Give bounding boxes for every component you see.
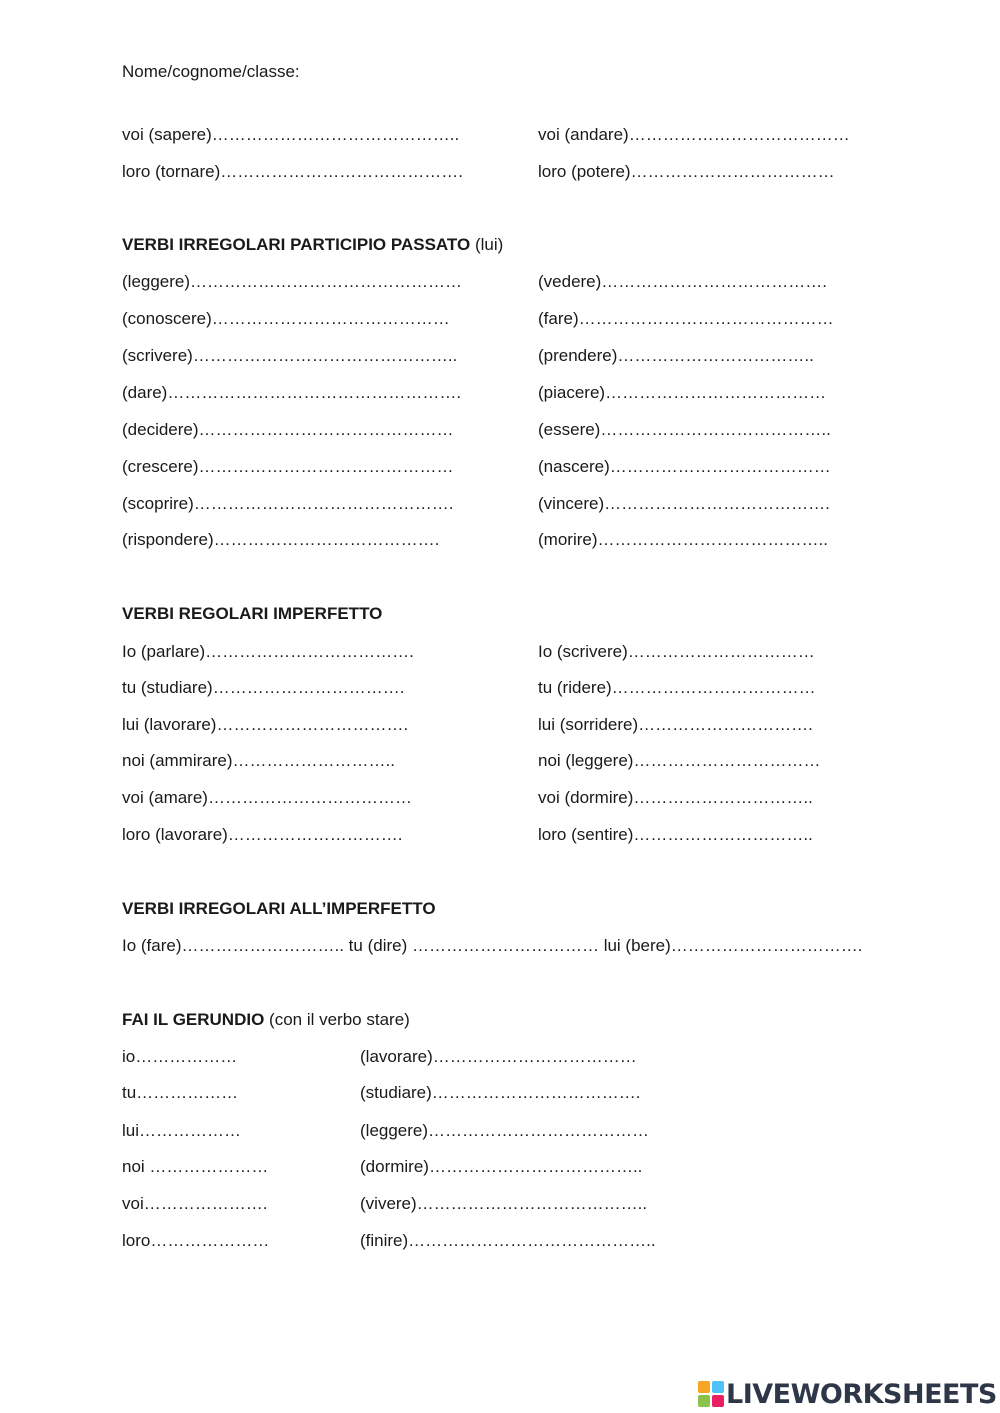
exercise-item: (decidere)……………………………………… [122,420,454,439]
exercise-item: lui (sorridere)…………………………. [538,715,813,734]
logo-square-icon [712,1395,724,1407]
exercise-item: (dormire)……………………………….. [360,1157,643,1176]
exercise-item: (dare)……………………………………………. [122,383,462,402]
logo-square-icon [712,1381,724,1393]
section-heading-imperfetto-irregolari [122,899,436,919]
logo-square-icon [698,1381,710,1393]
exercise-item: (vivere)………………………………….. [360,1194,648,1213]
exercise-item: tu (ridere)……………………………… [538,678,816,697]
exercise-item: voi (amare)……………………………… [122,788,412,807]
exercise-item: io……………… [122,1047,238,1066]
exercise-item: voi (dormire)………………………….. [538,788,813,807]
exercise-item: (vincere)…………………………………. [538,494,830,513]
logo-square-icon [698,1395,710,1407]
liveworksheets-logo [698,1378,997,1410]
exercise-item: (scrivere)……………………………………….. [122,346,458,365]
exercise-item: (morire)………………………………….. [538,530,828,549]
exercise-item: (vedere)…………………………………. [538,272,828,291]
heading-bold: VERBI IRREGOLARI PARTICIPIO PASSATO [122,235,471,254]
exercise-item: loro (sentire)………………………….. [538,825,813,844]
exercise-item: (rispondere)…………………………………. [122,530,440,549]
exercise-item: voi (andare)………………………………… [538,125,850,144]
section-heading-imperfetto-regolari [122,604,382,624]
exercise-item: (essere)………………………………….. [538,420,831,439]
heading-suffix: (lui) [470,235,504,254]
exercise-item: lui (lavorare)……………………………. [122,715,409,734]
exercise-item: (piacere)………………………………… [538,383,827,402]
exercise-item: voi…………………. [122,1194,268,1213]
exercise-item: (fare)……………………………………… [538,309,834,328]
exercise-item: (leggere)………………………………………… [122,272,463,291]
exercise-item: (scoprire)………………………………………. [122,494,454,513]
exercise-item: tu……………… [122,1083,239,1102]
exercise-item: (finire)…………………………………….. [360,1231,656,1250]
exercise-item: loro (tornare)……………………………………. [122,162,463,181]
heading-bold: VERBI IRREGOLARI ALL’IMPERFETTO [122,899,436,918]
heading-bold: FAI IL GERUNDIO [122,1010,265,1029]
logo-text: LIVEWORKSHEETS [726,1378,997,1410]
section-heading-participio [122,235,503,255]
exercise-item: (studiare)………………………………. [360,1083,641,1102]
exercise-item: loro………………… [122,1231,270,1250]
exercise-item: voi (sapere)…………………………………….. [122,125,460,144]
exercise-item: noi (ammirare)……………………….. [122,751,395,770]
exercise-item: Io (parlare)………………………………. [122,642,414,661]
exercise-item: (nascere)………………………………… [538,457,831,476]
exercise-line: Io (fare)……………………….. tu (dire) …………………………… lui (bere)……………………………. [122,936,863,955]
exercise-item: noi (leggere)…………………………… [538,751,821,770]
heading-suffix: (con il verbo stare) [264,1010,410,1029]
exercise-item: (crescere)……………………………………… [122,457,454,476]
exercise-item: loro (lavorare)…………………………. [122,825,403,844]
exercise-item: Io (scrivere)…………………………… [538,642,815,661]
heading-bold: VERBI REGOLARI IMPERFETTO [122,604,383,623]
exercise-item: (conoscere)…………………………………… [122,309,450,328]
exercise-item: (leggere)………………………………… [360,1121,650,1140]
exercise-item: tu (studiare)……………………………. [122,678,405,697]
name-field-label: Nome/cognome/classe: [122,62,300,81]
exercise-item: noi ………………… [122,1157,269,1176]
exercise-item: (lavorare)……………………………… [360,1047,637,1066]
logo-mark-icon [698,1381,724,1407]
exercise-item: (prendere)…………………………….. [538,346,814,365]
exercise-item: lui……………… [122,1121,242,1140]
exercise-item: loro (potere)……………………………… [538,162,835,181]
section-heading-gerundio [122,1010,410,1030]
